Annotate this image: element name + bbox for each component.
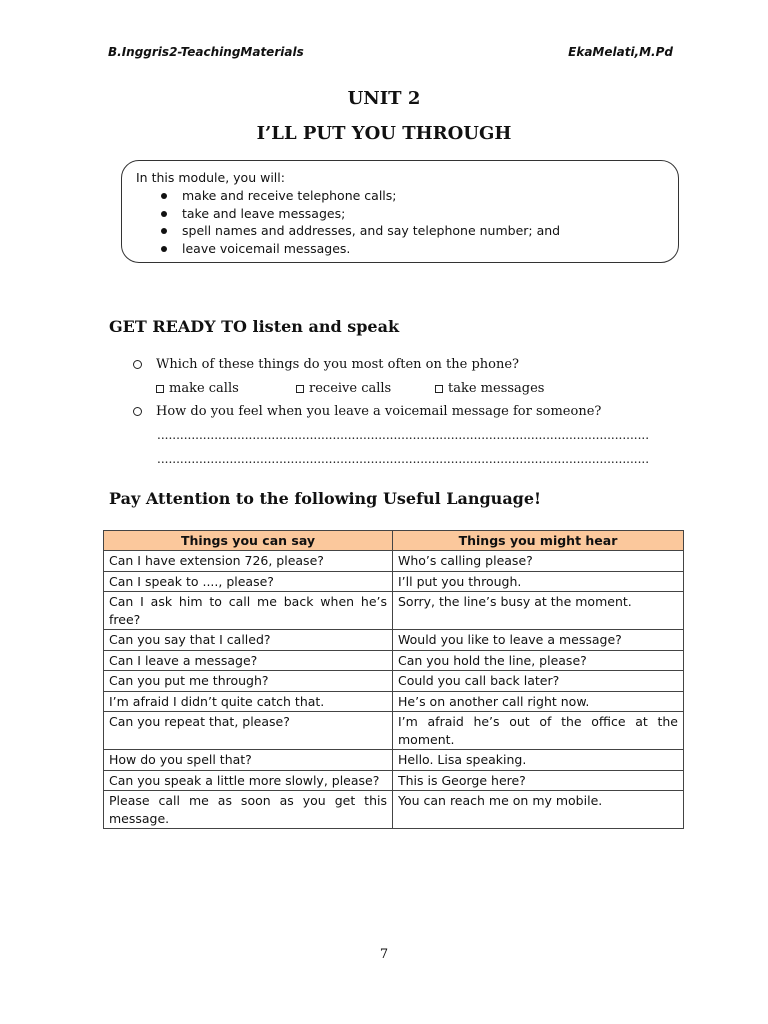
option-receive-calls[interactable] (296, 381, 391, 396)
question-1-text: Which of these things do you most often on the phone? (156, 357, 519, 372)
table-row (104, 770, 684, 791)
hear-cell: I’m afraid he’s out of the office at the moment. (393, 712, 684, 750)
get-ready-heading: GET READY TO listen and speak (109, 317, 400, 336)
objective-item: take and leave messages; (182, 205, 664, 223)
say-cell: Can you say that I called? (104, 630, 393, 651)
answer-line-1[interactable]: ................................................................................................................................. (157, 428, 650, 440)
objective-item: make and receive telephone calls; (182, 187, 664, 205)
table-row (104, 592, 684, 630)
question-2 (133, 404, 601, 419)
say-cell: Can I leave a message? (104, 650, 393, 671)
useful-language-heading: Pay Attention to the following Useful Language! (109, 489, 542, 508)
unit-number: UNIT 2 (347, 88, 421, 109)
table-row (104, 712, 684, 750)
hear-cell: This is George here? (393, 770, 684, 791)
page-number: 7 (379, 947, 389, 962)
checkbox-icon[interactable] (296, 385, 304, 393)
table-row (104, 791, 684, 829)
table-row (104, 691, 684, 712)
table-row (104, 551, 684, 572)
hear-cell: I’ll put you through. (393, 571, 684, 592)
say-cell: Please call me as soon as you get this message. (104, 791, 393, 829)
option-label: receive calls (309, 381, 392, 396)
hear-cell: Can you hold the line, please? (393, 650, 684, 671)
answer-line-2[interactable]: ................................................................................................................................. (157, 452, 650, 464)
say-cell: Can I have extension 726, please? (104, 551, 393, 572)
hear-cell: Hello. Lisa speaking. (393, 750, 684, 771)
option-label: take messages (448, 381, 545, 396)
hear-cell: Sorry, the line’s busy at the moment. (393, 592, 684, 630)
hear-cell: He’s on another call right now. (393, 691, 684, 712)
say-cell: Can you speak a little more slowly, please? (104, 770, 393, 791)
unit-title: I’LL PUT YOU THROUGH (256, 123, 512, 144)
question-1 (133, 357, 519, 372)
say-cell: Can I ask him to call me back when he’s free? (104, 592, 393, 630)
circle-bullet-icon (133, 360, 142, 369)
hear-cell: Could you call back later? (393, 671, 684, 692)
checkbox-icon[interactable] (435, 385, 443, 393)
header-left-text: B.Inggris2-TeachingMaterials (108, 45, 304, 59)
checkbox-icon[interactable] (156, 385, 164, 393)
module-objectives-list (136, 187, 664, 257)
option-take-messages[interactable] (435, 381, 544, 396)
say-cell: How do you spell that? (104, 750, 393, 771)
option-make-calls[interactable] (156, 381, 239, 396)
say-cell: Can you put me through? (104, 671, 393, 692)
say-cell: I’m afraid I didn’t quite catch that. (104, 691, 393, 712)
table-row (104, 671, 684, 692)
table-header-row (104, 531, 684, 551)
useful-language-table (103, 530, 684, 829)
column-header-say: Things you can say (104, 531, 393, 551)
hear-cell: Who’s calling please? (393, 551, 684, 572)
table-row (104, 571, 684, 592)
module-objectives-box (121, 160, 679, 263)
option-label: make calls (169, 381, 239, 396)
say-cell: Can I speak to ...., please? (104, 571, 393, 592)
table-row (104, 650, 684, 671)
say-cell: Can you repeat that, please? (104, 712, 393, 750)
module-intro: In this module, you will: (136, 170, 285, 185)
question-2-text: How do you feel when you leave a voicemail message for someone? (156, 404, 602, 419)
hear-cell: You can reach me on my mobile. (393, 791, 684, 829)
objective-item: spell names and addresses, and say telephone number; and (182, 222, 664, 240)
table-row (104, 750, 684, 771)
circle-bullet-icon (133, 407, 142, 416)
hear-cell: Would you like to leave a message? (393, 630, 684, 651)
table-row (104, 630, 684, 651)
header-right-text: EkaMelati,M.Pd (568, 45, 673, 59)
objective-item: leave voicemail messages. (182, 240, 664, 258)
column-header-hear: Things you might hear (393, 531, 684, 551)
